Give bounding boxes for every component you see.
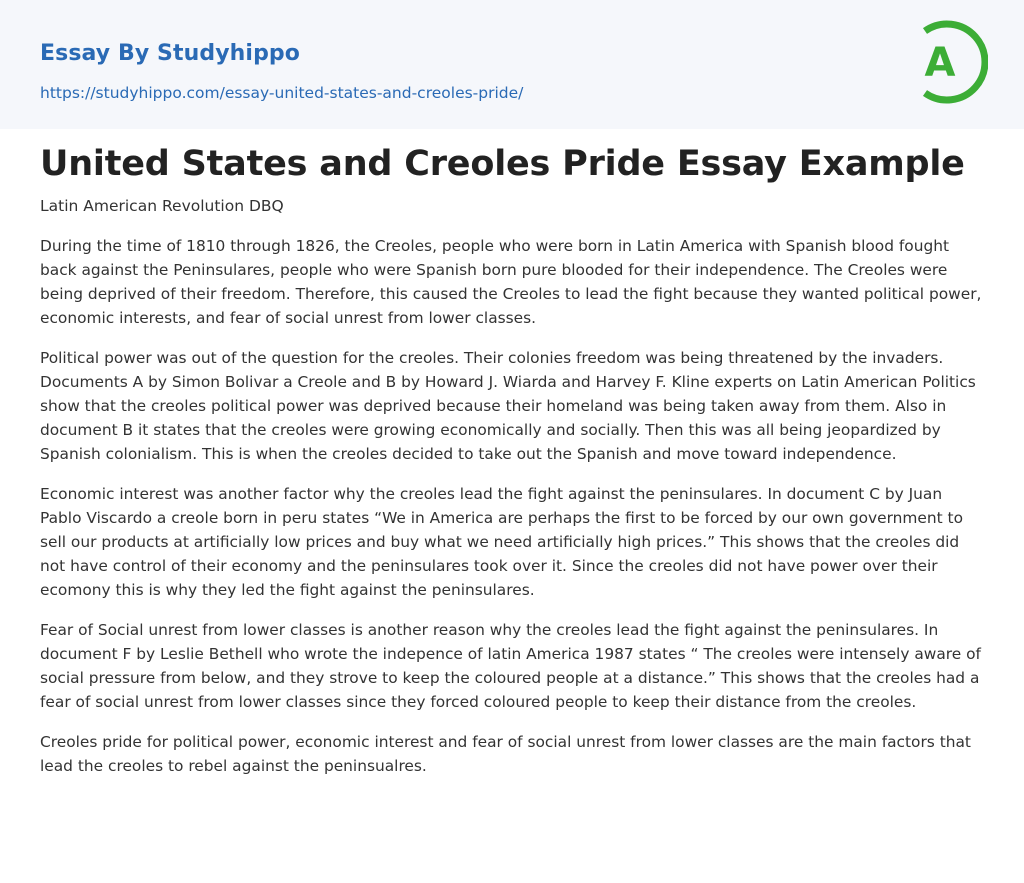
essay-paragraph: Political power was out of the question for the creoles. Their colonies freedom was being threatened by the invaders. Documents A by Simon Bolivar a Creole and B by Howard J. Wiarda and Harvey F. Kline experts on Latin American Politics show that the creoles political power was deprived because their homeland was being taken away from them. Also in document B it states that the creoles were growing economically and socially. Then this was all being jeopardized by Spanish colonialism. This is when the creoles decided to take out the Spanish and move toward independence. [40,349,976,463]
site-header [0,0,1024,129]
studyhippo-logo-icon[interactable] [910,18,988,106]
essay-subtitle: Latin American Revolution DBQ [40,197,284,215]
essay-paragraph: During the time of 1810 through 1826, the Creoles, people who were born in Latin America with Spanish blood fought back against the Peninsulares, people who were Spanish born pure blooded for their independence. The Creoles were being deprived of their freedom. Therefore, this caused the Creoles to lead the fight because they wanted political power, economic interests, and fear of social unrest from lower classes. [40,237,982,327]
essay-paragraph: Fear of Social unrest from lower classes is another reason why the creoles lead the fight against the peninsulares. In document F by Leslie Bethell who wrote the indepence of latin America 1987 states “ The creoles were intensely aware of social pressure from below, and they strove to keep the coloured people at a distance.” This shows that the creoles had a fear of social unrest from lower classes since they forced coloured people to keep their distance from the creoles. [40,621,981,711]
site-brand[interactable]: Essay By Studyhippo [40,41,300,66]
logo-letter: A [924,40,956,86]
essay-paragraph: Economic interest was another factor why the creoles lead the fight against the peninsulares. In document C by Juan Pablo Viscardo a creole born in peru states “We in America are perhaps the first to be forced by our own government to sell our products at artificially low prices and buy what we need artificially high prices.” This shows that the creoles did not have control of their economy and the peninsulares took over it. Since the creoles did not have power over their ecomony this is why they led the fight against the peninsulares. [40,485,963,599]
essay-url-link[interactable]: https://studyhippo.com/essay-united-states-and-creoles-pride/ [40,84,524,102]
essay-paragraph: Creoles pride for political power, economic interest and fear of social unrest from lower classes are the main factors that lead the creoles to rebel against the peninsualres. [40,733,971,775]
essay-title: United States and Creoles Pride Essay Example [40,144,965,184]
essay-body [40,234,986,794]
